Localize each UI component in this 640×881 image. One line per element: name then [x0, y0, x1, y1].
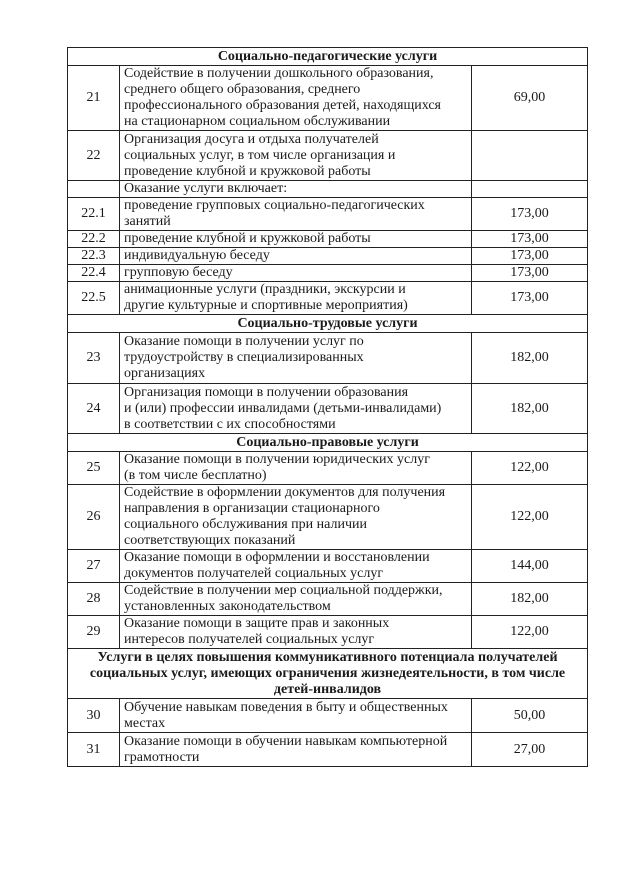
- text-line: интересов получателей социальных услуг: [124, 632, 375, 647]
- text-line: Услуги в целях повышения коммуникативного потенциала получателей: [97, 649, 558, 665]
- service-number: 27: [68, 550, 120, 583]
- table-row: [68, 198, 588, 231]
- section-title: Социально-правовые услуги: [68, 434, 588, 452]
- service-number: 23: [68, 333, 120, 384]
- service-price: 182,00: [472, 384, 588, 434]
- service-price: 182,00: [472, 333, 588, 384]
- text-line: грамотности: [124, 749, 200, 765]
- service-number: 29: [68, 616, 120, 649]
- service-description: [120, 699, 472, 733]
- service-description: [120, 248, 472, 265]
- table-row: [68, 616, 588, 649]
- text-line: Организация досуга и отдыха получателей: [124, 131, 379, 147]
- service-description: [120, 452, 472, 485]
- text-line: соответствующих показаний: [124, 533, 296, 548]
- service-price: 173,00: [472, 248, 588, 265]
- table-body: [68, 48, 588, 767]
- text-line: на стационарном социальном обслуживании: [124, 114, 391, 129]
- service-description: [120, 198, 472, 231]
- service-description: [120, 282, 472, 315]
- service-price: 173,00: [472, 282, 588, 315]
- table-row: [68, 699, 588, 733]
- section-header-row: [68, 649, 588, 699]
- service-number: 26: [68, 485, 120, 550]
- text-line: Содействие в получении мер социальной поддержки,: [124, 583, 443, 598]
- service-description: [120, 131, 472, 181]
- text-line: среднего общего образования, среднего: [124, 82, 361, 97]
- text-line: проведение клубной и кружковой работы: [124, 163, 371, 179]
- service-number: 22.3: [68, 248, 120, 265]
- text-line: Содействие в получении дошкольного образования,: [124, 66, 434, 81]
- table-row: [68, 550, 588, 583]
- text-line: проведение клубной и кружковой работы: [124, 231, 371, 246]
- text-line: местах: [124, 715, 166, 731]
- service-description: [120, 181, 472, 198]
- text-line: Организация помощи в получении образования: [124, 384, 409, 400]
- service-price: 173,00: [472, 231, 588, 248]
- section-header-row: [68, 315, 588, 333]
- section-title: Социально-педагогические услуги: [68, 48, 588, 66]
- text-line: детей-инвалидов: [273, 681, 382, 697]
- service-description: [120, 583, 472, 616]
- text-line: групповую беседу: [124, 265, 233, 280]
- service-price: 173,00: [472, 265, 588, 282]
- service-number: 21: [68, 66, 120, 131]
- text-line: Содействие в оформлении документов для получения: [124, 485, 446, 500]
- service-price: 122,00: [472, 616, 588, 649]
- section-header-row: [68, 434, 588, 452]
- text-line: индивидуальную беседу: [124, 248, 270, 263]
- text-line: социальных услуг, имеющих ограничения жизнедеятельности, в том числе: [89, 665, 566, 681]
- text-line: организациях: [124, 366, 206, 381]
- service-price: 173,00: [472, 198, 588, 231]
- service-description: [120, 384, 472, 434]
- table-row: [68, 485, 588, 550]
- text-line: занятий: [124, 214, 171, 229]
- table-row: [68, 265, 588, 282]
- service-number: 30: [68, 699, 120, 733]
- text-line: анимационные услуги (праздники, экскурсии и: [124, 282, 406, 297]
- service-number: 24: [68, 384, 120, 434]
- service-description: [120, 333, 472, 384]
- table-row: [68, 452, 588, 485]
- text-line: трудоустройству в специализированных: [124, 350, 364, 365]
- service-description: [120, 485, 472, 550]
- service-description: [120, 616, 472, 649]
- service-price: 122,00: [472, 485, 588, 550]
- table-row: [68, 131, 588, 181]
- table-row: [68, 583, 588, 616]
- service-number: 22.4: [68, 265, 120, 282]
- text-line: (в том числе бесплатно): [124, 468, 267, 483]
- service-number: 22.2: [68, 231, 120, 248]
- text-line: в соответствии с их способностями: [124, 416, 336, 432]
- table-row: [68, 248, 588, 265]
- text-line: и (или) профессии инвалидами (детьми-инвалидами): [124, 400, 442, 416]
- service-number: 25: [68, 452, 120, 485]
- table-row: [68, 282, 588, 315]
- service-description: [120, 265, 472, 282]
- table-row: [68, 384, 588, 434]
- empty-cell: [68, 181, 120, 198]
- service-price: 182,00: [472, 583, 588, 616]
- section-header-row: [68, 48, 588, 66]
- text-line: социальных услуг, в том числе организация и: [124, 147, 396, 163]
- service-price: 144,00: [472, 550, 588, 583]
- text-line: Оказание услуги включает:: [124, 181, 288, 196]
- service-description: [120, 231, 472, 248]
- document-page: [67, 47, 587, 767]
- text-line: Оказание помощи в получении услуг по: [124, 334, 364, 349]
- service-price: [472, 131, 588, 181]
- service-number: 28: [68, 583, 120, 616]
- service-price: 27,00: [472, 733, 588, 767]
- service-description: [120, 550, 472, 583]
- text-line: социального обслуживания при наличии: [124, 517, 367, 532]
- text-line: установленных законодательством: [124, 599, 331, 614]
- table-row: [68, 231, 588, 248]
- text-line: Оказание помощи в оформлении и восстановлении: [124, 550, 430, 565]
- table-row: [68, 733, 588, 767]
- note-row: [68, 181, 588, 198]
- service-number: 22.1: [68, 198, 120, 231]
- text-line: Оказание помощи в защите прав и законных: [124, 616, 390, 631]
- service-price: 122,00: [472, 452, 588, 485]
- service-description: [120, 733, 472, 767]
- text-line: профессионального образования детей, находящихся: [124, 98, 441, 113]
- service-number: 31: [68, 733, 120, 767]
- text-line: Оказание помощи в обучении навыкам компьютерной: [124, 733, 448, 749]
- service-price: 50,00: [472, 699, 588, 733]
- table-row: [68, 333, 588, 384]
- service-description: [120, 66, 472, 131]
- section-title: Социально-трудовые услуги: [68, 315, 588, 333]
- text-line: проведение групповых социально-педагогических: [124, 198, 425, 213]
- text-line: документов получателей социальных услуг: [124, 566, 384, 581]
- service-number: 22.5: [68, 282, 120, 315]
- text-line: другие культурные и спортивные мероприятия): [124, 298, 408, 313]
- text-line: направления в организации стационарного: [124, 501, 380, 516]
- empty-cell: [472, 181, 588, 198]
- text-line: Оказание помощи в получении юридических услуг: [124, 452, 430, 467]
- service-price: 69,00: [472, 66, 588, 131]
- services-price-table: [67, 47, 588, 767]
- service-number: 22: [68, 131, 120, 181]
- table-row: [68, 66, 588, 131]
- section-title: [68, 649, 588, 699]
- text-line: Обучение навыкам поведения в быту и общественных: [124, 699, 448, 715]
